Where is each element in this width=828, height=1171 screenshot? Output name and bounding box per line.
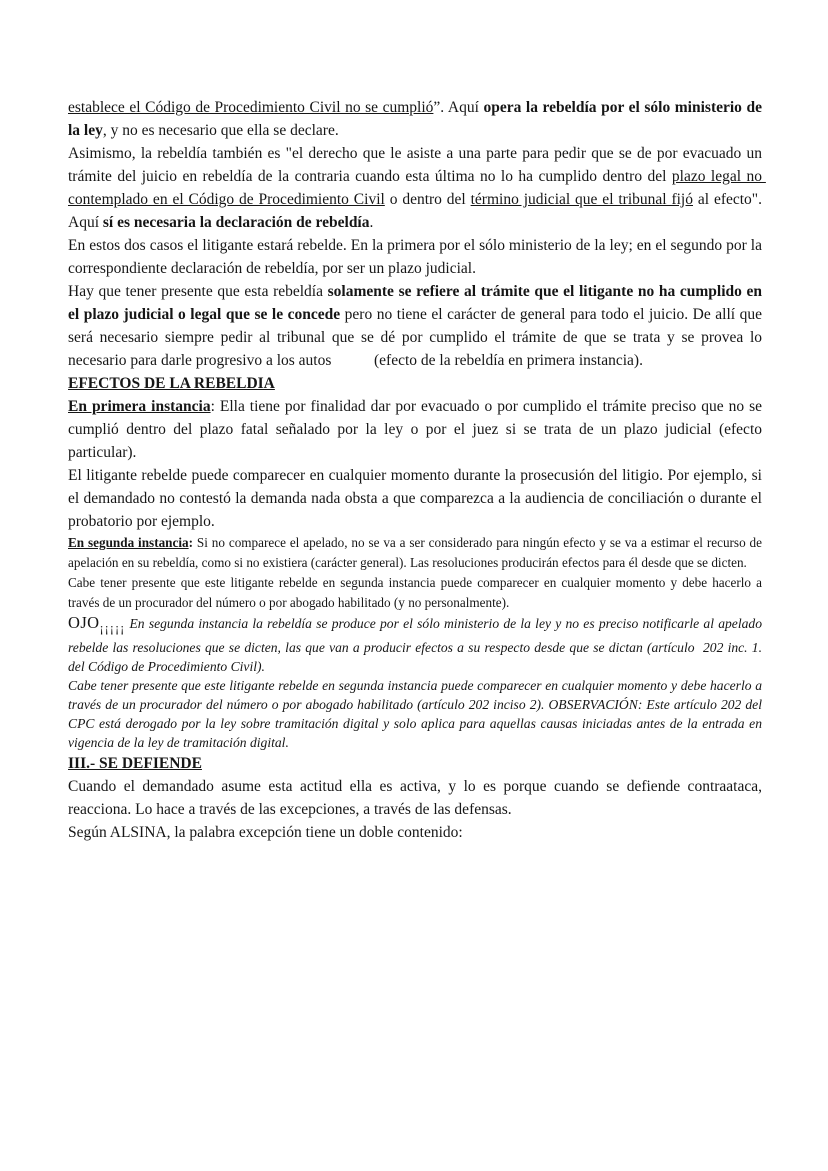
paragraph <box>68 234 766 280</box>
text-run: III.- SE DEFIENDE <box>68 755 202 772</box>
text-run: El litigante rebelde puede comparecer en cualquier momento durante la prosecusión del litigio. Por ejemplo, si el demandado no contestó la demanda nada obsta a que comparezca a la audiencia de conciliación o durante el probatorio por ejemplo. <box>68 467 766 530</box>
text-run: , y no es necesario que ella se declare. <box>102 122 339 139</box>
text-run: pero no tiene el carácter de general para todo el juicio. De allí que será necesario siempre pedir al tribunal que se dé por cumplido el trámite de que se trata y se provea lo necesario para darle progresivo a los autos (efecto de la rebeldía en primera instancia). <box>68 306 766 369</box>
text-run: : Ella tiene por finalidad dar por evacuado o por cumplido el trámite preciso que no se cumplió dentro del plazo fatal señalado por la ley o por el juez si se trata de un plazo judicial (efecto particular). <box>68 398 766 461</box>
paragraph <box>68 821 762 844</box>
text-run: En primera instancia <box>68 398 211 415</box>
ojo-exclamations: ¡¡¡¡¡ <box>99 621 126 635</box>
text-run: Cabe tener presente que este litigante rebelde en segunda instancia puede comparecer en cualquier momento y debe hacerlo a través de un procurador del número o por abogado habilitado (y no personalmente). <box>68 575 766 610</box>
text-run: al efecto". Aquí <box>68 191 766 231</box>
paragraph <box>68 613 766 676</box>
text-run: o dentro del <box>384 191 471 208</box>
paragraph <box>68 573 766 613</box>
text-run: En segunda instancia la rebeldía se produce por el sólo ministerio de la ley y no es preciso notificarle al apelado rebelde las resoluciones que se dicten, las que van a producir efectos a su respecto desde que se dictan (artículo 202 inc. 1. del Código de Procedimiento Civil). <box>68 616 766 674</box>
text-run: : <box>188 535 194 550</box>
paragraph <box>68 395 766 464</box>
paragraph <box>68 775 766 821</box>
text-run: Asimismo, la rebeldía también es "el derecho que le asiste a una parte para pedir que se de por evacuado un trámite del juicio en rebeldía de la contraria cuando esta última no lo ha cumplido dentro del <box>68 145 766 185</box>
paragraph <box>68 142 766 234</box>
text-run: solamente se refiere al trámite que el litigante no ha cumplido en el plazo judicial o legal que se le concede <box>68 283 766 323</box>
text-run: opera la rebeldía por el sólo ministerio de la ley <box>68 99 766 139</box>
text-run: sí es necesaria la declaración de rebeldía <box>102 214 370 231</box>
text-run: término judicial que el tribunal fijó <box>470 191 693 208</box>
text-run: ”. Aquí <box>433 99 484 116</box>
paragraph <box>68 464 766 533</box>
text-run: Según ALSINA, la palabra excepción tiene un doble contenido: <box>68 824 463 841</box>
text-run: establece el Código de Procedimiento Civil no se cumplió <box>68 99 434 116</box>
paragraph <box>68 676 766 752</box>
text-run: Si no comparece el apelado, no se va a ser considerado para ningún efecto y se va a estimar el recurso de apelación en su rebeldía, como si no existiera (carácter general). Las resoluciones producirán efectos para él desde que se dicten. <box>68 535 766 570</box>
paragraph <box>68 96 766 142</box>
paragraph <box>68 280 766 372</box>
text-run: Hay que tener presente que esta rebeldía <box>68 283 328 300</box>
section-heading <box>68 752 762 775</box>
text-run: Cabe tener presente que este litigante rebelde en segunda instancia puede comparecer en cualquier momento y debe hacerlo a través de un procurador del número o por abogado habilitado (artículo 202 inciso 2). OBSERVACIÓN: Este artículo 202 del CPC está derogado por la ley sobre tramitación digital y solo aplica para aquellas causas iniciadas antes de la entrada en vigencia de la ley de tramitación digital. <box>68 678 766 750</box>
text-run: . <box>369 214 374 231</box>
text-run: Cuando el demandado asume esta actitud ella es activa, y lo es porque cuando se defiende contraataca, reacciona. Lo hace a través de las excepciones, a través de las defensas. <box>68 778 766 818</box>
paragraph <box>68 533 766 573</box>
section-heading <box>68 372 762 395</box>
text-run: En estos dos casos el litigante estará rebelde. En la primera por el sólo ministerio de la ley; en el segundo por la correspondiente declaración de rebeldía, por ser un plazo judicial. <box>68 237 766 277</box>
ojo-label: OJO <box>68 613 100 632</box>
text-run: En segunda instancia <box>68 535 189 550</box>
text-run: plazo legal no contemplado en el Código de Procedimiento Civil <box>68 168 766 208</box>
text-run: EFECTOS DE LA REBELDIA <box>68 375 275 392</box>
